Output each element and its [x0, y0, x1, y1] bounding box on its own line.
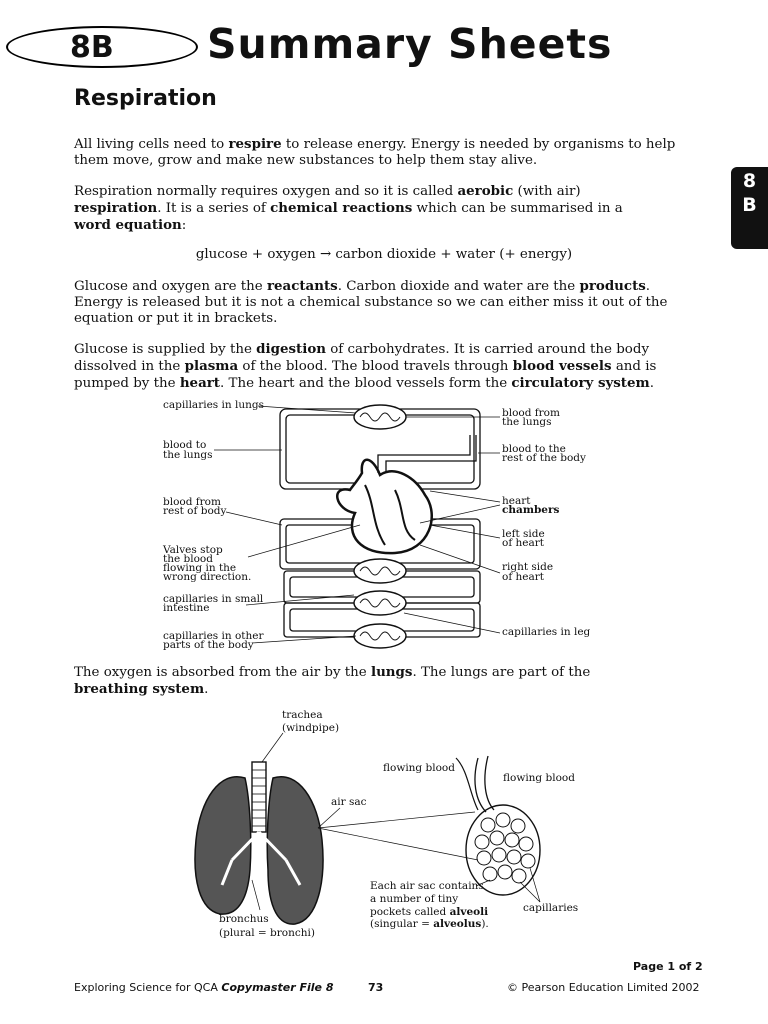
label-cap-intestine-2: intestine	[163, 602, 210, 614]
left-lung	[195, 777, 251, 914]
label-heart-1: heart	[502, 495, 531, 507]
label-valves-2: the blood	[163, 553, 213, 565]
unit-tab-line2: B	[742, 194, 757, 216]
label-blood-from-lungs-1: blood from	[502, 407, 560, 419]
label-bronchus-1: bronchus	[219, 913, 269, 925]
label-heart-2: chambers	[502, 504, 560, 516]
label-alveoli-4: (singular = alveolus).	[370, 918, 489, 930]
unit-tab	[731, 167, 768, 249]
page-number: 73	[368, 981, 384, 994]
label-blood-from-lungs-2: the lungs	[502, 416, 552, 428]
label-valves-4: wrong direction.	[163, 571, 252, 583]
paragraph-2: Respiration normally requires oxygen and so it is called aerobic (with air) respiration. It is a series of chemical reactions which can be summarised in a word equation:	[74, 183, 623, 233]
label-blood-to-lungs-2: the lungs	[163, 449, 213, 461]
label-blood-to-body-1: blood to the	[502, 443, 566, 455]
label-cap-intestine-1: capillaries in small	[163, 593, 264, 605]
word-equation: glucose + oxygen → carbon dioxide + water (+ energy)	[195, 247, 573, 262]
label-capillaries: capillaries	[523, 902, 579, 914]
page-indicator: Page 1 of 2	[633, 960, 703, 973]
label-alveoli-3: pockets called alveoli	[370, 906, 489, 918]
section-title: Respiration	[74, 86, 217, 111]
page-title: Summary Sheets	[207, 20, 613, 68]
label-bronchus-2: (plural = bronchi)	[219, 927, 315, 939]
label-valves-3: flowing in the	[163, 562, 237, 574]
label-alveoli-2: a number of tiny	[370, 893, 459, 905]
label-right-side-1: right side	[502, 561, 554, 573]
footer-left: Exploring Science for QCA Copymaster File 8	[74, 981, 334, 994]
label-trachea-2: (windpipe)	[282, 722, 340, 734]
paragraph-1: All living cells need to respire to release energy. Energy is needed by organisms to help them move, grow and make new substances to help them stay alive.	[74, 136, 676, 168]
paragraph-3: Glucose and oxygen are the reactants. Carbon dioxide and water are the products. Energy is released but it is not a chemical substance so we can either miss it out of the equation or put it in brackets.	[74, 278, 668, 326]
label-air-sac: air sac	[331, 796, 367, 808]
label-cap-leg: capillaries in leg	[502, 626, 591, 638]
heart-illustration	[337, 435, 476, 553]
label-flowing-blood-2: flowing blood	[503, 772, 575, 784]
label-trachea-1: trachea	[282, 709, 323, 721]
label-flowing-blood-1: flowing blood	[383, 762, 455, 774]
paragraph-4: Glucose is supplied by the digestion of carbohydrates. It is carried around the body dissolved in the plasma of the blood. The blood travels through blood vessels and is pumped by the heart. The heart and the blood vessels form the circulatory system.	[74, 341, 657, 391]
paragraph-5: The oxygen is absorbed from the air by the lungs. The lungs are part of the breathing system.	[74, 664, 591, 697]
label-alveoli-1: Each air sac contains	[370, 880, 484, 892]
label-cap-other-2: parts of the body	[163, 639, 254, 651]
label-blood-from-body-1: blood from	[163, 496, 221, 508]
label-capillaries-lungs: capillaries in lungs	[163, 399, 264, 411]
unit-tab-line1: 8	[742, 170, 757, 192]
label-blood-to-lungs-1: blood to	[163, 439, 207, 451]
label-blood-from-body-2: rest of body	[163, 505, 227, 517]
label-valves-1: Valves stop	[163, 544, 223, 556]
circulatory-system-diagram	[0, 395, 768, 660]
label-left-side-1: left side	[502, 528, 545, 540]
label-left-side-2: of heart	[502, 537, 545, 549]
copyright: © Pearson Education Limited 2002	[507, 981, 700, 994]
label-blood-to-body-2: rest of the body	[502, 452, 586, 464]
label-cap-other-1: capillaries in other	[163, 630, 264, 642]
label-right-side-2: of heart	[502, 571, 545, 583]
unit-badge: 8B	[70, 30, 114, 65]
